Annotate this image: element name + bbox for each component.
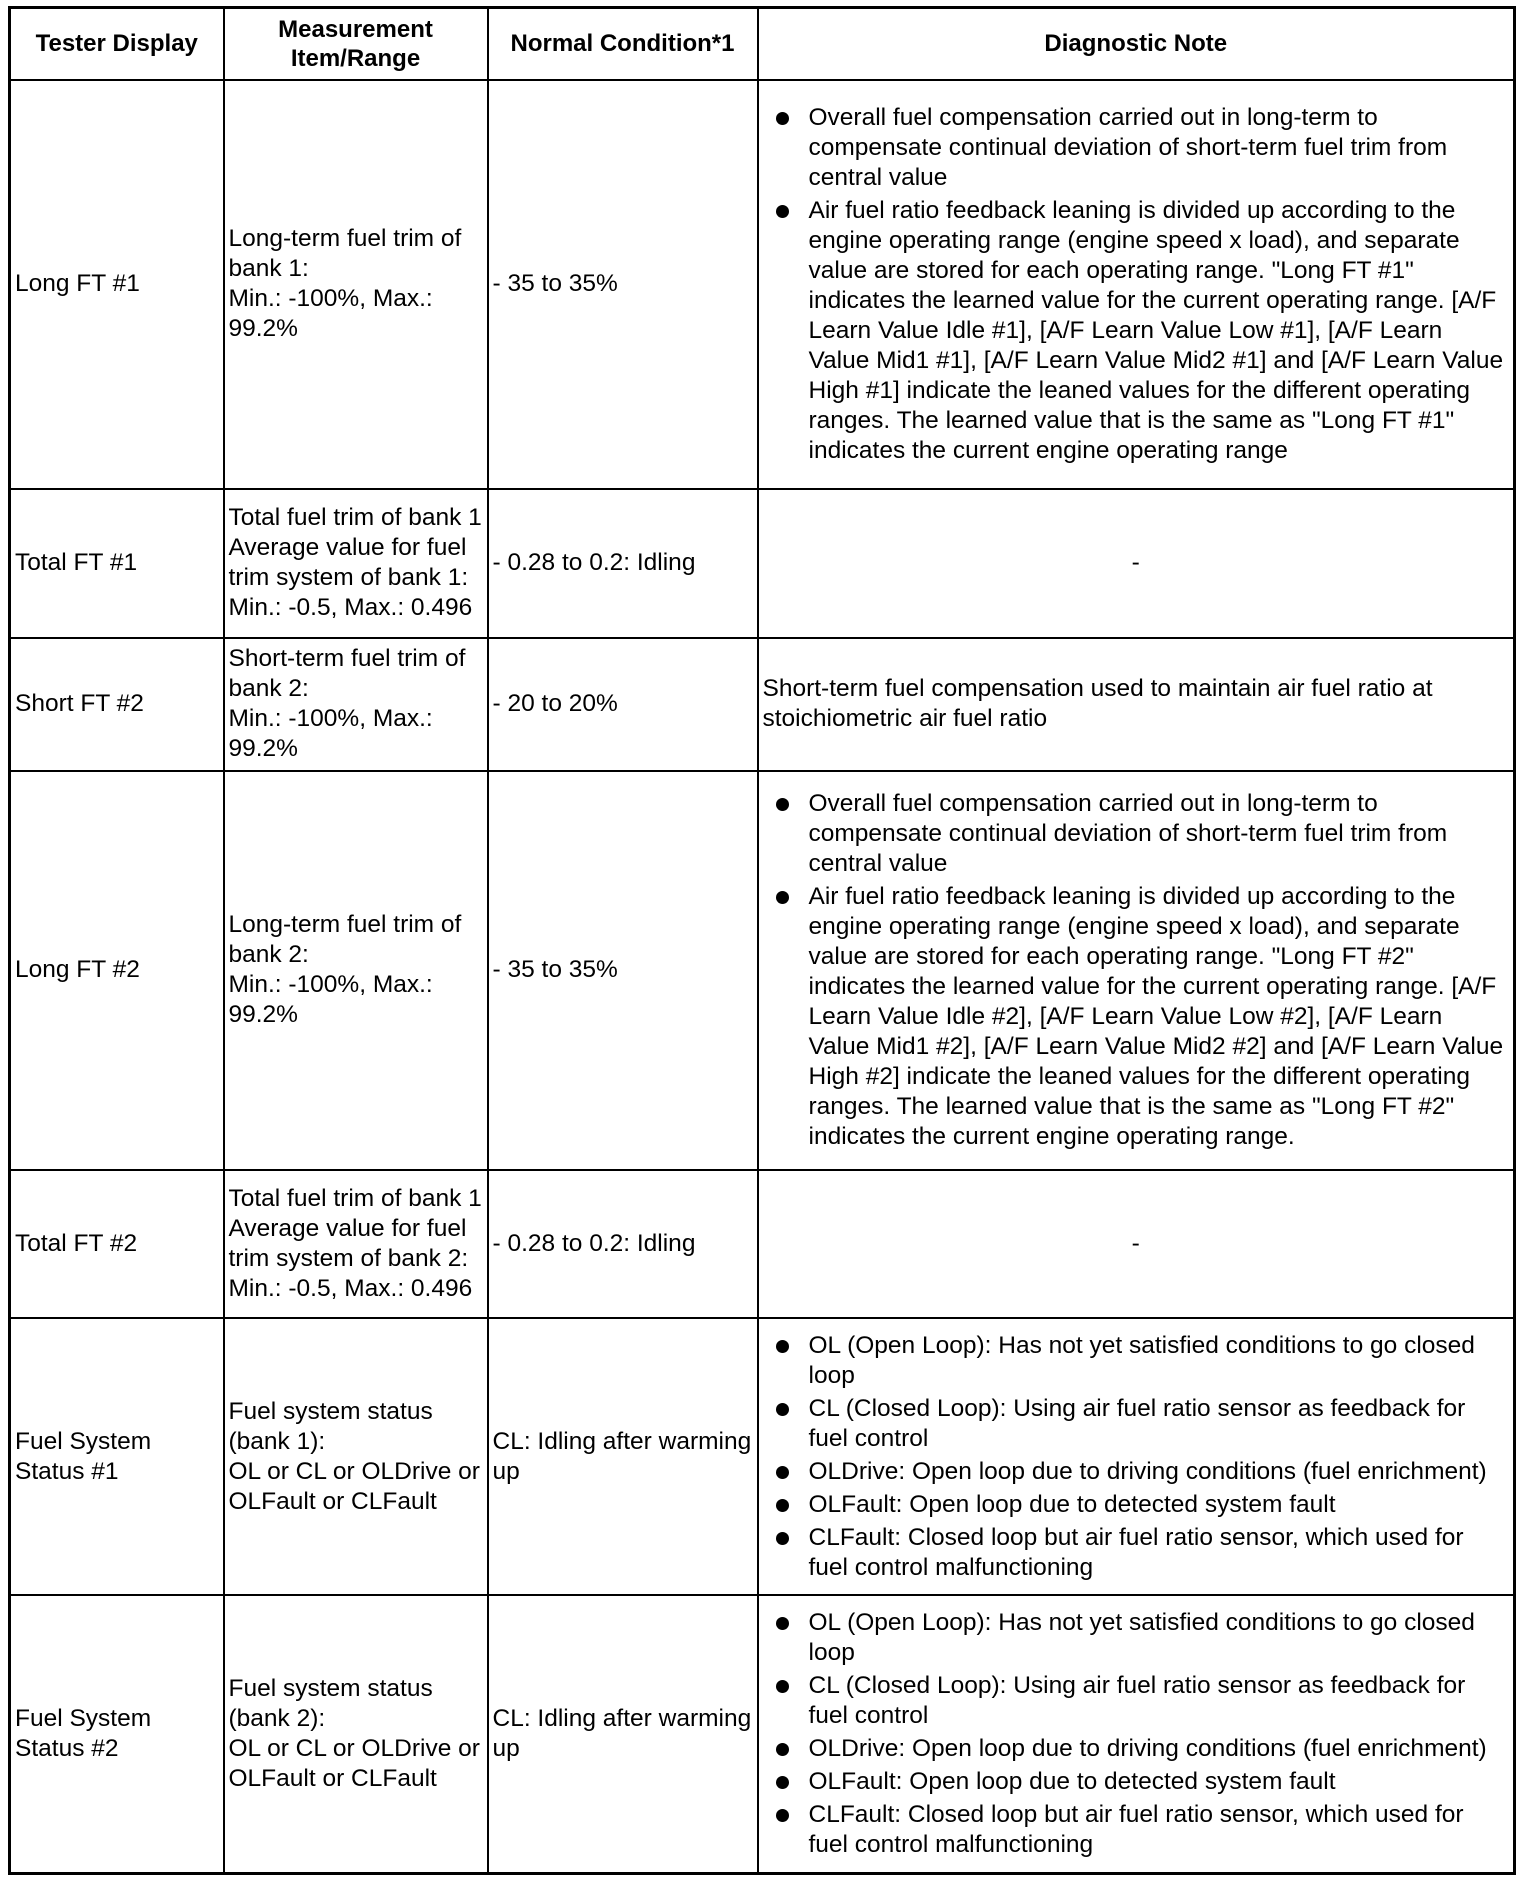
- note-bullet-item: Air fuel ratio feedback leaning is divided up according to the engine operating range (engine speed x load), and separate value are stored for each operating range. "Long FT #1" indicates the learned value for the current operating range. [A/F Learn Value Idle #1], [A/F Learn Value Low #1], [A/F Learn Value Mid1 #1], [A/F Learn Value Mid2 #1] and [A/F Learn Value High #1] indicate the leaned values for the different operating ranges. The learned value that is the same as "Long FT #1" indicates the current engine operating range: [809, 196, 1510, 466]
- cell-tester-display: Long FT #1: [10, 80, 224, 490]
- note-bullet-item: OLDrive: Open loop due to driving conditions (fuel enrichment): [809, 1457, 1510, 1487]
- note-bullet-item: OL (Open Loop): Has not yet satisfied conditions to go closed loop: [809, 1331, 1510, 1391]
- text-line: Total fuel trim of bank 1: [228, 1184, 482, 1212]
- table-row: [10, 638, 1515, 771]
- cell-diagnostic-note: [758, 1318, 1515, 1595]
- table-row: [10, 489, 1515, 638]
- cell-normal-condition: CL: Idling after warming up: [488, 1595, 758, 1873]
- cell-diagnostic-note: [758, 771, 1515, 1170]
- note-bullet-list: [763, 1608, 1510, 1860]
- cell-normal-condition: - 35 to 35%: [488, 80, 758, 490]
- note-bullet-item: CL (Closed Loop): Using air fuel ratio sensor as feedback for fuel control: [809, 1671, 1510, 1731]
- header-normal-condition: Normal Condition*1: [488, 8, 758, 80]
- text-line: Average value for fuel trim system of bank 2:: [228, 1214, 469, 1272]
- cell-measurement-item: [224, 80, 488, 490]
- cell-normal-condition: - 20 to 20%: [488, 638, 758, 771]
- cell-tester-display: Total FT #1: [10, 489, 224, 638]
- note-bullet-item: OL (Open Loop): Has not yet satisfied conditions to go closed loop: [809, 1608, 1510, 1668]
- text-line: Average value for fuel trim system of bank 1:: [228, 534, 469, 592]
- note-bullet-item: OLFault: Open loop due to detected system fault: [809, 1490, 1510, 1520]
- text-line: Min.: -100%, Max.: 99.2%: [228, 705, 433, 763]
- note-bullet-item: Air fuel ratio feedback leaning is divided up according to the engine operating range (engine speed x load), and separate value are stored for each operating range. "Long FT #2" indicates the learned value for the current operating range. [A/F Learn Value Idle #2], [A/F Learn Value Low #2], [A/F Learn Value Mid1 #2], [A/F Learn Value Mid2 #2] and [A/F Learn Value High #2] indicate the leaned values for the different operating ranges. The learned value that is the same as "Long FT #2" indicates the current engine operating range.: [809, 882, 1510, 1152]
- cell-diagnostic-note: [758, 80, 1515, 490]
- text-line: Total fuel trim of bank 1: [228, 504, 482, 532]
- cell-normal-condition: CL: Idling after warming up: [488, 1318, 758, 1595]
- note-bullet-list: [763, 1331, 1510, 1583]
- note-bullet-item: OLFault: Open loop due to detected system fault: [809, 1767, 1510, 1797]
- note-bullet-item: CL (Closed Loop): Using air fuel ratio sensor as feedback for fuel control: [809, 1394, 1510, 1454]
- table-row: [10, 1170, 1515, 1319]
- table-row: [10, 1318, 1515, 1595]
- cell-diagnostic-note: [758, 1595, 1515, 1873]
- text-line: Min.: -100%, Max.: 99.2%: [228, 285, 433, 343]
- cell-tester-display: Fuel System Status #2: [10, 1595, 224, 1873]
- cell-tester-display: Long FT #2: [10, 771, 224, 1170]
- table-row: [10, 80, 1515, 490]
- cell-measurement-item: [224, 1318, 488, 1595]
- cell-measurement-item: [224, 1170, 488, 1319]
- cell-diagnostic-note: Short-term fuel compensation used to maintain air fuel ratio at stoichiometric air fuel ratio: [758, 638, 1515, 771]
- header-diagnostic-note: Diagnostic Note: [758, 8, 1515, 80]
- cell-normal-condition: - 0.28 to 0.2: Idling: [488, 1170, 758, 1319]
- cell-normal-condition: - 35 to 35%: [488, 771, 758, 1170]
- note-bullet-item: CLFault: Closed loop but air fuel ratio sensor, which used for fuel control malfunctioning: [809, 1800, 1510, 1860]
- note-bullet-list: [763, 789, 1510, 1152]
- cell-diagnostic-note: -: [758, 489, 1515, 638]
- cell-measurement-item: [224, 771, 488, 1170]
- cell-tester-display: Short FT #2: [10, 638, 224, 771]
- note-bullet-list: [763, 103, 1510, 466]
- text-line: Min.: -0.5, Max.: 0.496: [228, 594, 473, 622]
- note-bullet-item: Overall fuel compensation carried out in long-term to compensate continual deviation of short-term fuel trim from central value: [809, 789, 1510, 879]
- text-line: OL or CL or OLDrive or OLFault or CLFault: [228, 1735, 480, 1793]
- cell-measurement-item: [224, 1595, 488, 1873]
- table-row: [10, 771, 1515, 1170]
- cell-measurement-item: [224, 638, 488, 771]
- note-bullet-item: CLFault: Closed loop but air fuel ratio sensor, which used for fuel control malfunctioning: [809, 1523, 1510, 1583]
- data-list-table: [8, 6, 1516, 1875]
- header-measurement-item: Measurement Item/Range: [224, 8, 488, 80]
- cell-diagnostic-note: -: [758, 1170, 1515, 1319]
- cell-measurement-item: [224, 489, 488, 638]
- table-row: [10, 1595, 1515, 1873]
- text-line: Min.: -100%, Max.: 99.2%: [228, 971, 433, 1029]
- text-line: Long-term fuel trim of bank 1:: [228, 225, 462, 283]
- cell-tester-display: Fuel System Status #1: [10, 1318, 224, 1595]
- text-line: Min.: -0.5, Max.: 0.496: [228, 1274, 473, 1302]
- header-row: [10, 8, 1515, 80]
- text-line: OL or CL or OLDrive or OLFault or CLFault: [228, 1457, 480, 1515]
- text-line: Long-term fuel trim of bank 2:: [228, 911, 462, 969]
- header-tester-display: Tester Display: [10, 8, 224, 80]
- note-bullet-item: Overall fuel compensation carried out in long-term to compensate continual deviation of short-term fuel trim from central value: [809, 103, 1510, 193]
- table-body: [10, 80, 1515, 1874]
- text-line: Short-term fuel trim of bank 2:: [228, 645, 466, 703]
- text-line: Fuel system status (bank 1):: [228, 1397, 433, 1455]
- cell-normal-condition: - 0.28 to 0.2: Idling: [488, 489, 758, 638]
- note-bullet-item: OLDrive: Open loop due to driving conditions (fuel enrichment): [809, 1734, 1510, 1764]
- cell-tester-display: Total FT #2: [10, 1170, 224, 1319]
- text-line: Fuel system status (bank 2):: [228, 1675, 433, 1733]
